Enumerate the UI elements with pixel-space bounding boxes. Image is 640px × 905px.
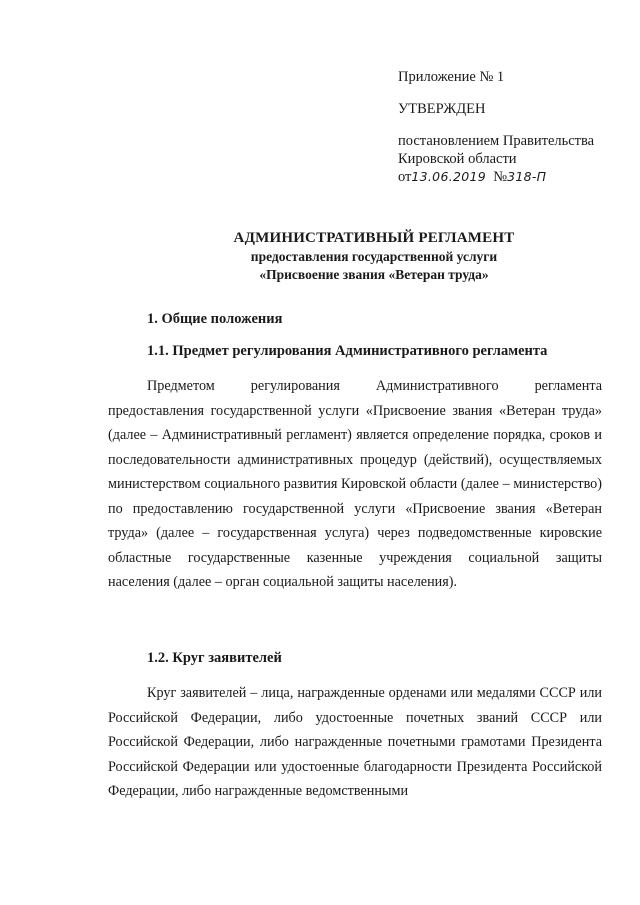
section-heading-applicants: 1.2. Круг заявителей bbox=[147, 650, 282, 666]
title-subtitle-2: «Присвоение звания «Ветеран труда» bbox=[259, 267, 489, 282]
paragraph-applicants: Круг заявителей – лица, награжденные орденами или медалями СССР или Российской Федерации, либо удостоенные почетных званий СССР или Российской Федерации, либо награжденные почетными грамотами Президента Российской Федерации или удостоенные благодарности Президента Российской Федерации, либо награжденные ведомственными bbox=[108, 685, 602, 799]
appendix-label: Приложение № 1 bbox=[398, 69, 505, 85]
section-heading-subject: 1.1. Предмет регулирования Административного регламента bbox=[147, 343, 548, 359]
title-subtitle-1: предоставления государственной услуги bbox=[250, 249, 498, 264]
section-heading-general: 1. Общие положения bbox=[147, 311, 283, 327]
handwritten-date: 13.06.2019 bbox=[411, 169, 486, 184]
approval-stamp bbox=[398, 68, 594, 186]
date-prefix: от bbox=[398, 169, 412, 185]
decree-line-1: постановлением Правительства bbox=[398, 133, 595, 149]
document-title bbox=[0, 229, 640, 284]
decree-date-number bbox=[398, 168, 594, 186]
number-prefix: № bbox=[493, 169, 508, 185]
title-main: АДМИНИСТРАТИВНЫЙ РЕГЛАМЕНТ bbox=[233, 230, 515, 246]
decree-line-2: Кировской области bbox=[398, 151, 517, 167]
approved-label: УТВЕРЖДЕН bbox=[398, 101, 486, 117]
handwritten-number: 318-П bbox=[507, 169, 547, 184]
paragraph-subject: Предметом регулирования Административного регламента предоставления государственной услуги «Присвоение звания «Ветеран труда» (далее – Административный регламент) является определение порядка, сроков и последовательности административных процедур (действий), осуществляемых министерством социального развития Кировской области (далее – министерство) по предоставлению государственной услуги «Присвоение звания «Ветеран труда» (далее – государственная услуга) через подведомственные кировские областные государственные казенные учреждения социальной защиты населения (далее – орган социальной защиты населения). bbox=[108, 378, 602, 590]
